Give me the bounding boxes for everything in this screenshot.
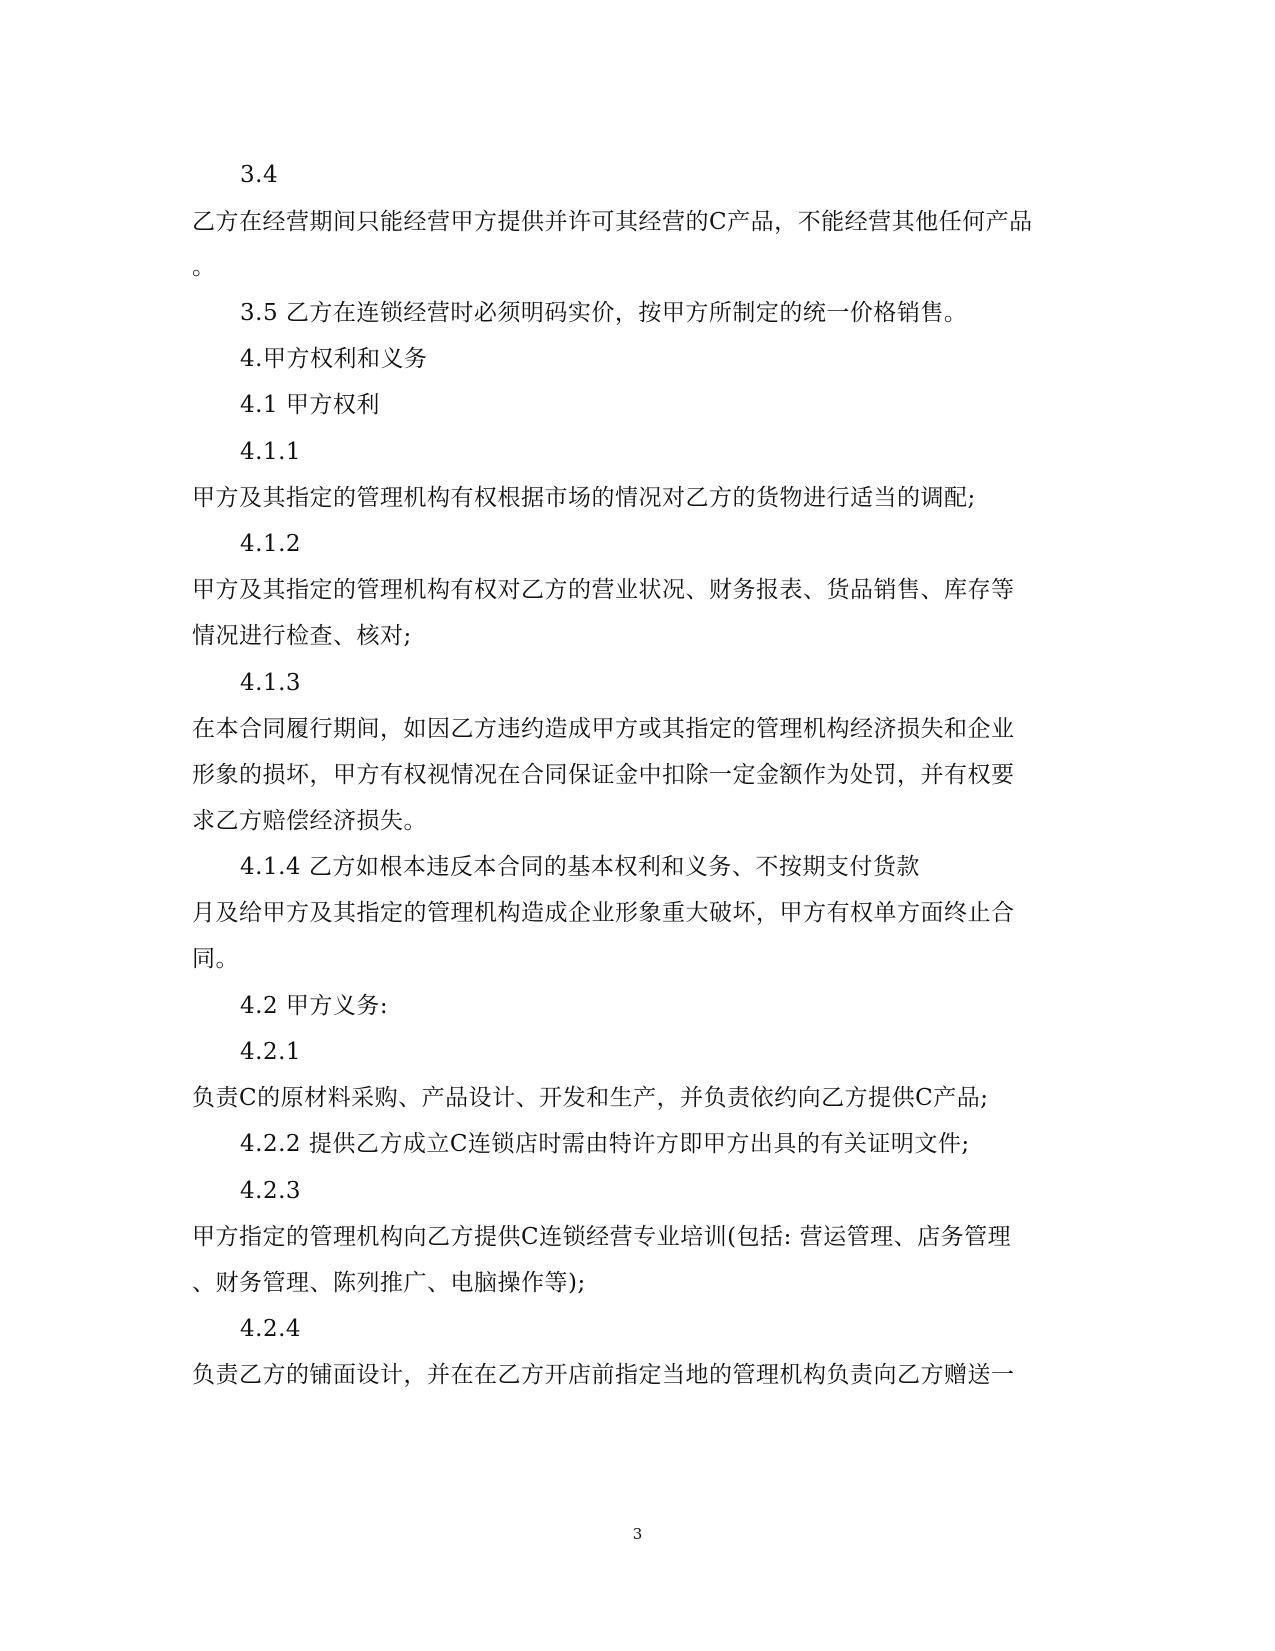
paragraph-line: 在本合同履行期间，如因乙方违约造成甲方或其指定的管理机构经济损失和企业 [192, 716, 1015, 742]
section-number-3-4: 3.4 [240, 162, 279, 188]
section-number-4-2-3: 4.2.3 [240, 1178, 302, 1204]
section-number-4-1-3: 4.1.3 [240, 670, 302, 696]
paragraph-line: 负责乙方的铺面设计，并在在乙方开店前指定当地的管理机构负责向乙方赠送一 [192, 1362, 1015, 1388]
paragraph-line: 甲方及其指定的管理机构有权根据市场的情况对乙方的货物进行适当的调配; [192, 485, 976, 511]
paragraph-line: 、财务管理、陈列推广、电脑操作等); [192, 1270, 586, 1296]
paragraph-line: 3.5 乙方在连锁经营时必须明码实价，按甲方所制定的统一价格销售。 [240, 300, 968, 326]
paragraph-line: 甲方及其指定的管理机构有权对乙方的营业状况、财务报表、货品销售、库存等 [192, 577, 1015, 603]
paragraph-line: 负责C的原材料采购、产品设计、开发和生产，并负责依约向乙方提供C产品; [192, 1085, 989, 1111]
paragraph-line: 。 [192, 254, 216, 280]
section-heading: 4.甲方权利和义务 [240, 346, 428, 372]
section-number-4-2-1: 4.2.1 [240, 1039, 302, 1065]
section-number-4-2-4: 4.2.4 [240, 1316, 302, 1342]
paragraph-line: 乙方在经营期间只能经营甲方提供并许可其经营的C产品，不能经营其他任何产品 [192, 209, 1033, 235]
paragraph-line: 情况进行检查、核对; [192, 623, 412, 649]
paragraph-line: 同。 [192, 946, 239, 972]
paragraph-line: 甲方指定的管理机构向乙方提供C连锁经营专业培训(包括: 营运管理、店务管理 [192, 1224, 1012, 1250]
section-number-4-1-2: 4.1.2 [240, 531, 302, 557]
page-number: 3 [632, 1525, 643, 1543]
subsection-heading: 4.2 甲方义务: [240, 993, 389, 1019]
paragraph-line: 4.2.2 提供乙方成立C连锁店时需由特许方即甲方出具的有关证明文件; [240, 1131, 970, 1157]
paragraph-line: 求乙方赔偿经济损失。 [192, 808, 427, 834]
section-number-4-1-1: 4.1.1 [240, 439, 302, 465]
paragraph-line: 4.1.4 乙方如根本违反本合同的基本权利和义务、不按期支付货款 [240, 854, 920, 880]
subsection-heading: 4.1 甲方权利 [240, 392, 380, 418]
paragraph-line: 形象的损坏，甲方有权视情况在合同保证金中扣除一定金额作为处罚，并有权要 [192, 762, 1015, 788]
paragraph-line: 月及给甲方及其指定的管理机构造成企业形象重大破坏，甲方有权单方面终止合 [192, 900, 1015, 926]
